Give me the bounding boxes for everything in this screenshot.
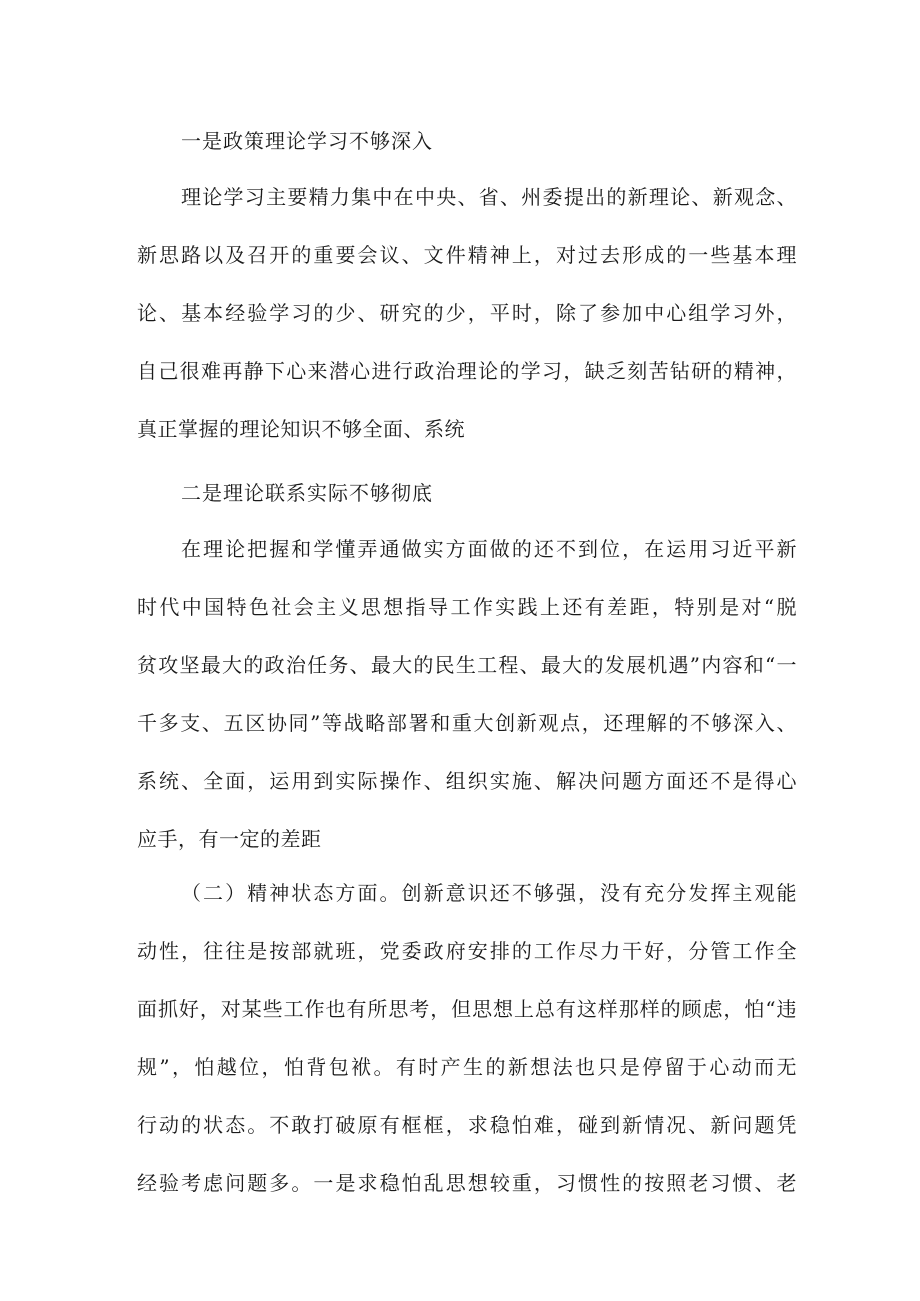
paragraph-line: 在理论把握和学懂弄通做实方面做的还不到位，在运用习近平新 <box>181 537 797 561</box>
paragraph-line: 千多支、五区协同”等战略部署和重大创新观点，还理解的不够深入、 <box>137 711 797 735</box>
paragraph-line: 经验考虑问题多。一是求稳怕乱思想较重，习惯性的按照老习惯、老 <box>137 1171 797 1195</box>
paragraph-line: 理论学习主要精力集中在中央、省、州委提出的新理论、新观念、 <box>181 185 797 209</box>
paragraph-line: （二）精神状态方面。创新意识还不够强，没有充分发挥主观能 <box>181 881 797 905</box>
section-2-paragraph <box>137 520 797 868</box>
paragraph-line: 行动的状态。不敢打破原有框框，求稳怕难，碰到新情况、新问题凭 <box>137 1113 797 1137</box>
paragraph-line: 应手，有一定的差距 <box>137 827 322 851</box>
paragraph-line: 时代中国特色社会主义思想指导工作实践上还有差距，特别是对“脱 <box>137 595 797 619</box>
section-2-heading: 二是理论联系实际不够彻底 <box>181 481 433 505</box>
paragraph-line: 系统、全面，运用到实际操作、组织实施、解决问题方面还不是得心 <box>137 769 797 793</box>
paragraph-line: 真正掌握的理论知识不够全面、系统 <box>137 417 465 441</box>
section-1-heading: 一是政策理论学习不够深入 <box>181 129 433 153</box>
paragraph-line: 论、基本经验学习的少、研究的少，平时，除了参加中心组学习外， <box>137 301 797 325</box>
paragraph-line: 贫攻坚最大的政治任务、最大的民生工程、最大的发展机遇”内容和“一 <box>137 653 797 677</box>
paragraph-line: 动性，往往是按部就班，党委政府安排的工作尽力干好，分管工作全 <box>137 939 797 963</box>
paragraph-line: 规”，怕越位，怕背包袱。有时产生的新想法也只是停留于心动而无 <box>137 1055 797 1079</box>
paragraph-line: 新思路以及召开的重要会议、文件精神上，对过去形成的一些基本理 <box>137 243 797 267</box>
section-1-paragraph <box>137 168 797 458</box>
section-3-paragraph <box>137 864 797 1212</box>
paragraph-line: 面抓好，对某些工作也有所思考，但思想上总有这样那样的顾虑，怕“违 <box>137 997 797 1021</box>
paragraph-line: 自己很难再静下心来潜心进行政治理论的学习，缺乏刻苦钻研的精神， <box>137 359 797 383</box>
